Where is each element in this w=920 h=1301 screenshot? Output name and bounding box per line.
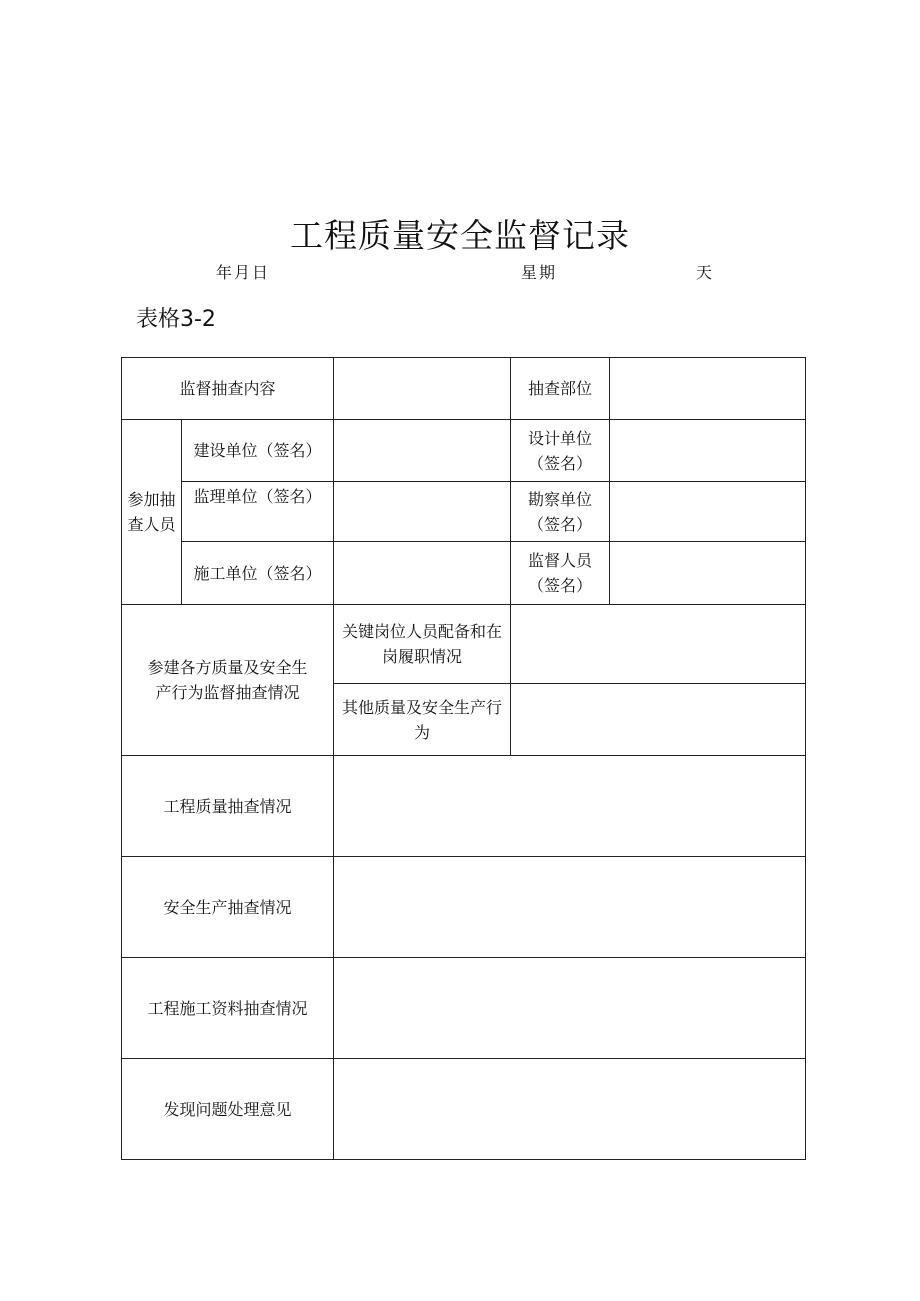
supervisor-person-label <box>511 542 610 605</box>
issues-opinion-field[interactable] <box>334 1059 806 1160</box>
survey-unit-label-line2: （签名） <box>528 514 593 534</box>
supervision-record-table <box>121 357 806 1160</box>
documents-check-label: 工程施工资料抽查情况 <box>122 958 334 1059</box>
document-title: 工程质量安全监督记录 <box>290 216 630 255</box>
other-behavior-label-line2: 为 <box>414 722 431 742</box>
row-issues-opinion <box>122 1059 806 1160</box>
row-builder-unit <box>122 542 806 605</box>
row-construction-unit <box>122 420 806 482</box>
inspect-part-field[interactable] <box>610 358 806 420</box>
construction-unit-signature[interactable] <box>334 420 511 482</box>
other-behavior-field[interactable] <box>511 684 806 756</box>
parties-behavior-label <box>122 605 334 756</box>
key-positions-label-line2: 岗履职情况 <box>382 647 463 666</box>
quality-check-label: 工程质量抽查情况 <box>122 756 334 857</box>
row-supervision-unit <box>122 482 806 542</box>
other-behavior-label-line1: 其他质量及安全生产行 <box>342 697 503 717</box>
row-key-positions <box>122 605 806 684</box>
date-weather: 天 <box>696 263 715 282</box>
key-positions-label-line1: 关键岗位人员配备和在 <box>342 622 503 641</box>
design-unit-label <box>511 420 610 482</box>
inspect-content-label: 监督抽查内容 <box>122 358 334 420</box>
row-documents-check <box>122 958 806 1059</box>
quality-check-field[interactable] <box>334 756 806 857</box>
date-weekday: 星期 <box>521 263 558 282</box>
survey-unit-label-line1: 勘察单位 <box>528 489 593 509</box>
design-unit-label-line2: （签名） <box>528 453 593 473</box>
supervisor-person-label-line2: （签名） <box>528 576 593 595</box>
survey-unit-label <box>511 482 610 542</box>
other-behavior-label <box>334 684 511 756</box>
safety-check-field[interactable] <box>334 857 806 958</box>
date-year-month-day: 年月日 <box>216 263 271 282</box>
row-inspect-content <box>122 358 806 420</box>
parties-behavior-label-line1: 参建各方质量及安全生 <box>147 658 308 677</box>
supervision-unit-signature[interactable] <box>334 482 511 542</box>
participants-label: 参加抽查人员 <box>122 420 182 605</box>
design-unit-label-line1: 设计单位 <box>528 428 593 448</box>
supervision-unit-label: 监理单位（签名） <box>182 482 334 542</box>
inspect-part-label: 抽查部位 <box>511 358 610 420</box>
survey-unit-signature[interactable] <box>610 482 806 542</box>
supervisor-person-signature[interactable] <box>610 542 806 605</box>
row-quality-check <box>122 756 806 857</box>
issues-opinion-label: 发现问题处理意见 <box>122 1059 334 1160</box>
key-positions-field[interactable] <box>511 605 806 684</box>
documents-check-field[interactable] <box>334 958 806 1059</box>
supervisor-person-label-line1: 监督人员 <box>528 551 593 570</box>
design-unit-signature[interactable] <box>610 420 806 482</box>
key-positions-label <box>334 605 511 684</box>
construction-unit-label: 建设单位（签名） <box>182 420 334 482</box>
row-safety-check <box>122 857 806 958</box>
builder-unit-signature[interactable] <box>334 542 511 605</box>
builder-unit-label: 施工单位（签名） <box>182 542 334 605</box>
inspect-content-field[interactable] <box>334 358 511 420</box>
safety-check-label: 安全生产抽查情况 <box>122 857 334 958</box>
parties-behavior-label-line2: 产行为监督抽查情况 <box>155 683 300 702</box>
form-code: 表格3-2 <box>136 307 216 332</box>
